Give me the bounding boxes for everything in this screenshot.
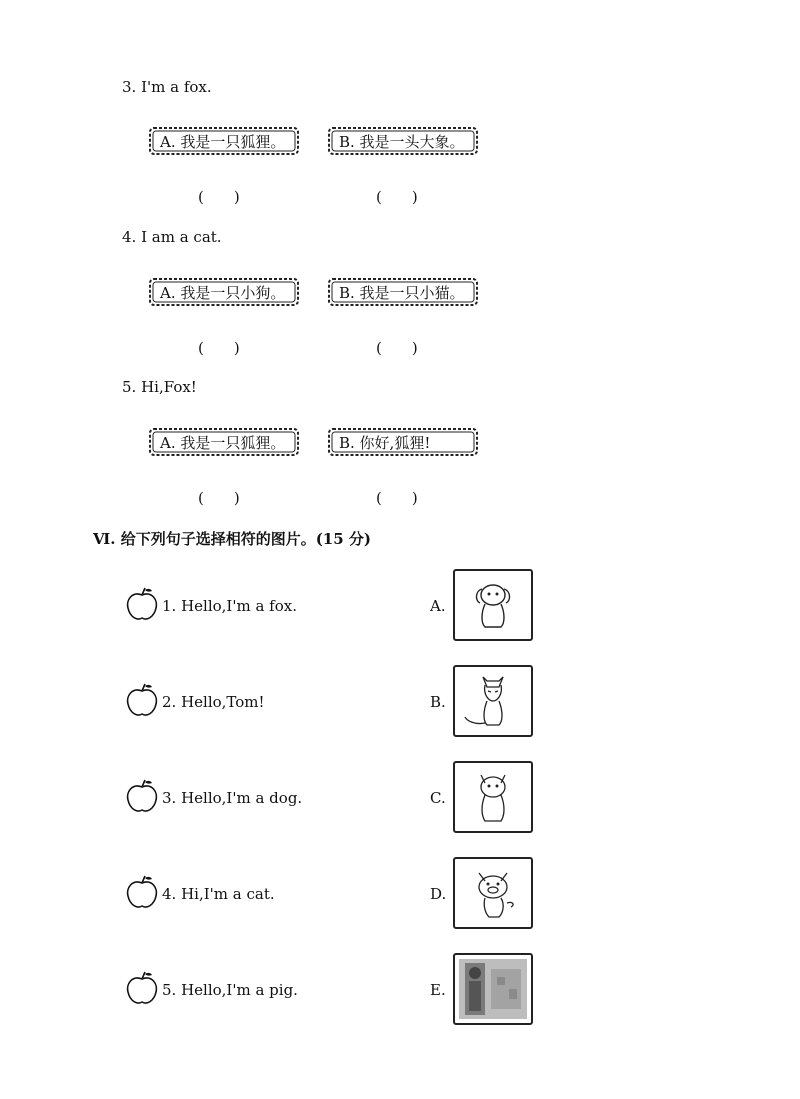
sentence-1: 1. Hello,I'm a fox. — [162, 597, 297, 615]
sentence-5: 5. Hello,I'm a pig. — [162, 981, 298, 999]
answer-blank-a[interactable]: ( ) — [198, 489, 240, 507]
cat-drawing-icon — [455, 763, 531, 831]
sentence-4: 4. Hi,I'm a cat. — [162, 885, 275, 903]
option-label: B. 我是一只小猫。 — [339, 284, 465, 302]
question-4-option-b[interactable] — [327, 277, 479, 307]
picture-letter-d: D. — [430, 885, 447, 903]
picture-e-boy[interactable] — [453, 953, 533, 1025]
picture-a-dog[interactable] — [453, 569, 533, 641]
answer-blank-b[interactable]: ( ) — [376, 489, 418, 507]
picture-letter-b: B. — [430, 693, 446, 711]
apple-icon — [124, 874, 160, 910]
question-3-title: 3. I'm a fox. — [122, 78, 212, 96]
dog-drawing-icon — [455, 571, 531, 639]
sentence-3: 3. Hello,I'm a dog. — [162, 789, 303, 807]
question-4-title: 4. I am a cat. — [122, 228, 222, 246]
answer-blank-a[interactable]: ( ) — [198, 188, 240, 206]
boy-photo-icon — [455, 955, 531, 1023]
picture-b-fox[interactable] — [453, 665, 533, 737]
section-6-title: Ⅵ. 给下列句子选择相符的图片。(15 分) — [93, 530, 371, 548]
apple-icon — [124, 682, 160, 718]
answer-blank-b[interactable]: ( ) — [376, 339, 418, 357]
apple-icon — [124, 970, 160, 1006]
question-3-option-a[interactable] — [148, 126, 300, 156]
option-label: B. 我是一头大象。 — [339, 133, 465, 151]
option-label: B. 你好,狐狸! — [339, 434, 431, 452]
option-label: A. 我是一只小狗。 — [160, 284, 286, 302]
question-5-option-b[interactable] — [327, 427, 479, 457]
answer-blank-a[interactable]: ( ) — [198, 339, 240, 357]
picture-c-cat[interactable] — [453, 761, 533, 833]
answer-blank-b[interactable]: ( ) — [376, 188, 418, 206]
question-5-title: 5. Hi,Fox! — [122, 378, 197, 396]
picture-letter-c: C. — [430, 789, 446, 807]
apple-icon — [124, 778, 160, 814]
question-5-option-a[interactable] — [148, 427, 300, 457]
pig-drawing-icon — [455, 859, 531, 927]
picture-letter-a: A. — [430, 597, 446, 615]
picture-d-pig[interactable] — [453, 857, 533, 929]
question-3-option-b[interactable] — [327, 126, 479, 156]
option-label: A. 我是一只狐狸。 — [160, 133, 286, 151]
sentence-2: 2. Hello,Tom! — [162, 693, 265, 711]
question-4-option-a[interactable] — [148, 277, 300, 307]
picture-letter-e: E. — [430, 981, 446, 999]
apple-icon — [124, 586, 160, 622]
option-label: A. 我是一只狐狸。 — [160, 434, 286, 452]
fox-drawing-icon — [455, 667, 531, 735]
